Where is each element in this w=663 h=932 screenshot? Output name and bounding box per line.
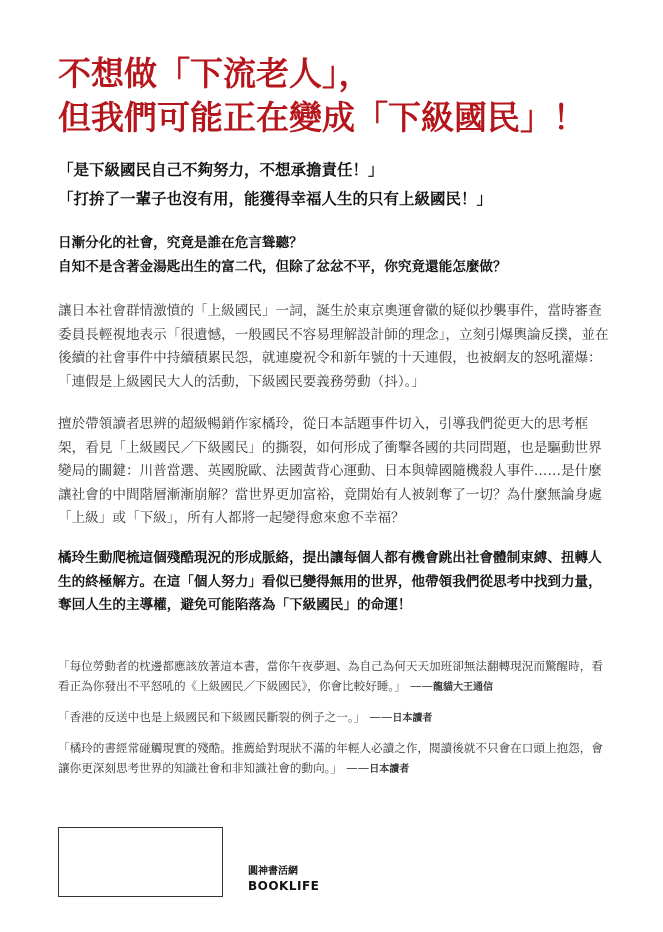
intro-line-1: 日漸分化的社會，究竟是誰在危言聳聽？ bbox=[58, 235, 303, 251]
barcode-placeholder-box bbox=[58, 827, 223, 897]
paragraph-origin: 讓日本社會群情激憤的「上級國民」一詞，誕生於東京奧運會徽的疑似抄襲事件，當時審查委員長輕視地表示「很遺憾，一般國民不容易理解設計師的理念」，立刻引爆輿論反撲，並在後續的社會事件中持續積累民怨，就連慶祝令和新年號的十天連假，也被網友的怒吼灌爆：「連假是上級國民大人的活動，下級國民要義務勞動（抖）。」 bbox=[58, 303, 609, 390]
paragraph-author: 擅於帶領讀者思辨的超級暢銷作家橘玲，從日本話題事件切入，引導我們從更大的思考框架，看見「上級國民／下級國民」的撕裂，如何形成了衝擊各國的共同問題，也是驅動世界變局的關鍵：川普當選、英國脫歐、法國黃背心運動、日本與韓國隨機殺人事件……是什麼讓社會的中間階層漸漸崩解？當世界更加富裕，竟開始有人被剝奪了一切？為什麼無論身處「上級」或「下級」，所有人都將一起變得愈來愈不幸福？ bbox=[58, 416, 602, 526]
testimonial bbox=[58, 656, 614, 698]
testimonial-source: 日本讀者 bbox=[392, 713, 433, 724]
key-quote: 「是下級國民自己不夠努力，不想承擔責任！」 bbox=[58, 161, 384, 179]
publisher-logo bbox=[248, 865, 319, 894]
testimonial bbox=[58, 738, 614, 780]
testimonials bbox=[58, 656, 614, 789]
intro-line-2: 自知不是含著金湯匙出生的富二代，但除了忿忿不平，你究竟還能怎麼做？ bbox=[58, 258, 507, 275]
testimonial-separator: —— bbox=[346, 761, 370, 775]
testimonial-text: 「橘玲的書經常碰觸現實的殘酷。推薦給對現狀不滿的年輕人必讀之作，閱讀後就不只會在口頭上抱怨，會讓你更深刻思考世界的知識社會和非知識社會的動向。」 bbox=[58, 741, 603, 775]
key-quotes bbox=[58, 156, 638, 214]
headline-line-1: 不想做「下流老人」， bbox=[58, 54, 372, 93]
key-quote: 「打拚了一輩子也沒有用，能獲得幸福人生的只有上級國民！」 bbox=[58, 190, 493, 208]
testimonial-source: 龍貓大王通信 bbox=[433, 682, 493, 693]
paragraph-solution: 橘玲生動爬梳這個殘酷現況的形成脈絡，提出讓每個人都有機會跳出社會體制束縛、扭轉人生的終極解方。在這「個人努力」看似已變得無用的世界，他帶領我們從思考中找到力量，奪回人生的主導權，避免可能陷落為「下級國民」的命運！ bbox=[58, 550, 602, 613]
publisher-name-en: BOOKLIFE bbox=[248, 879, 320, 893]
testimonial-separator: —— bbox=[369, 710, 393, 724]
testimonial-source: 日本讀者 bbox=[369, 764, 410, 775]
testimonial-text: 「香港的反送中也是上級國民和下級國民斷裂的例子之一。」 bbox=[58, 710, 366, 724]
headline bbox=[58, 52, 648, 140]
testimonial-separator: —— bbox=[409, 679, 433, 693]
publisher-name-cn: 圓神書活網 bbox=[248, 866, 298, 877]
testimonial bbox=[58, 707, 614, 729]
testimonial-text: 「每位勞動者的枕邊都應該放著這本書，當你午夜夢迴、為自己為何天天加班卻無法翻轉現況而驚醒時，看看正為你發出不平怒吼的《上級國民／下級國民》，你會比較好睡。」 bbox=[58, 659, 603, 693]
headline-line-2: 但我們可能正在變成「下級國民」！ bbox=[58, 98, 586, 137]
intro-questions bbox=[58, 232, 614, 279]
